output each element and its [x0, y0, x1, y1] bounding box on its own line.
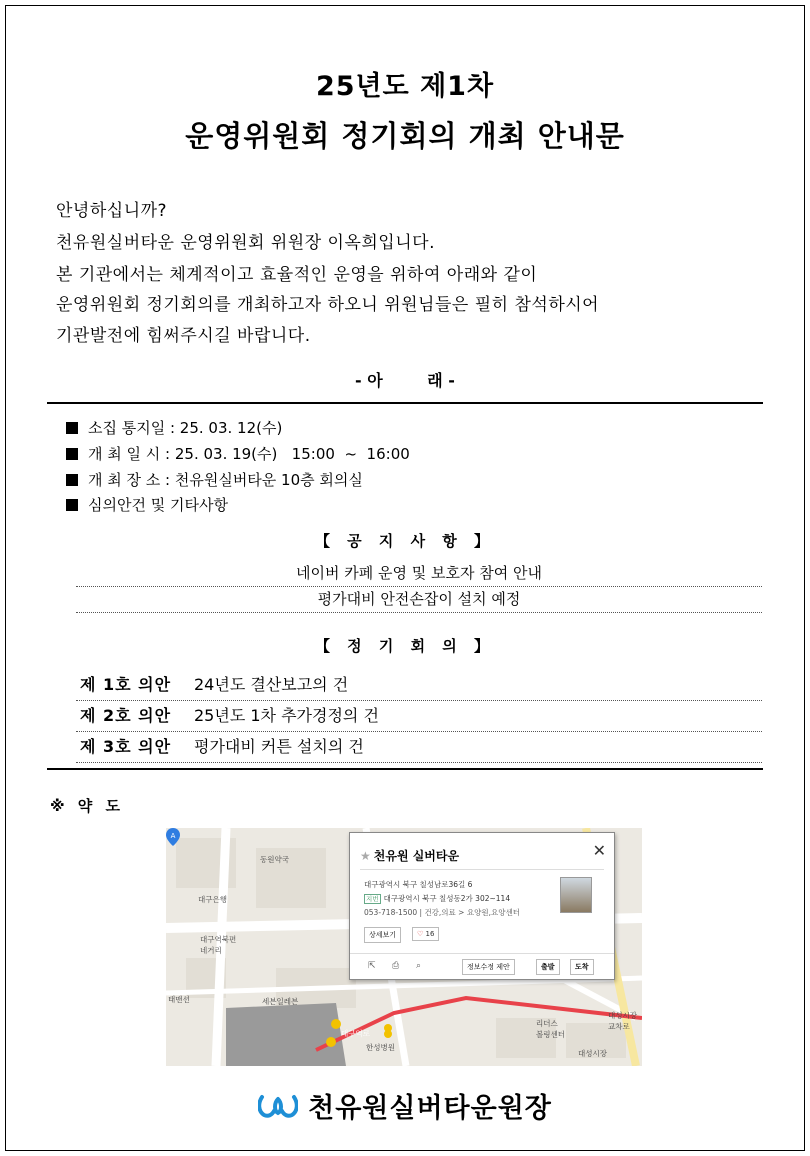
bullet-square-icon — [66, 422, 78, 434]
agenda-number: 제 2호 의안 — [80, 706, 172, 725]
agenda-number: 제 3호 의안 — [80, 737, 172, 756]
popup-title-text: 천유원 실버타운 — [373, 849, 460, 863]
meeting-heading: 【 정 기 회 의 】 — [314, 637, 496, 655]
greeting-line: 본 기관에서는 체계적이고 효율적인 운영을 위하여 아래와 같이 — [56, 265, 538, 285]
agenda-item: 24년도 결산보고의 건 — [194, 675, 349, 694]
detail-place — [66, 469, 363, 490]
contact-line: 053-718-1500 | 건강,의료 > 요양원,요양센터 — [364, 908, 520, 917]
location-pin-icon[interactable] — [166, 828, 180, 846]
detail-button[interactable]: 상세보기 — [364, 927, 401, 943]
notice-item: 네이버 카페 운영 및 보호자 참여 안내 — [76, 561, 762, 587]
ahre-heading: - 아 래 - — [355, 371, 455, 390]
print-icon[interactable]: ⎙ — [392, 961, 400, 971]
greeting-line: 안녕하십니까? — [56, 201, 168, 221]
like-button[interactable]: ♡ 16 — [412, 927, 439, 941]
start-button[interactable]: 출발 — [536, 959, 560, 975]
map-label-bank: 대구은행 — [198, 895, 227, 904]
share-icon[interactable]: ⇱ — [368, 961, 376, 971]
bullet-square-icon — [66, 448, 78, 460]
organization-logo-icon — [258, 1093, 298, 1119]
map-label-mansion: 태맨션 — [168, 995, 190, 1004]
greeting-line: 기관발전에 힘써주시길 바랍니다. — [56, 326, 311, 346]
road-address: 대구광역시 북구 칠성남로36길 6 — [364, 880, 473, 889]
map-label-store: 세븐일레븐 — [262, 997, 299, 1006]
bullet-square-icon — [66, 474, 78, 486]
agenda-number: 제 1호 의안 — [80, 675, 172, 694]
greeting-line: 천유원실버타운 운영위원회 위원장 이옥희입니다. — [56, 233, 435, 253]
agenda-item: 평가대비 커튼 설치의 건 — [194, 737, 364, 756]
greeting-line: 운영위원회 정기회의를 개최하고자 하오니 위원님들은 필히 참석하시어 — [56, 295, 600, 315]
detail-text: 개 최 일 시 : 25. 03. 19(수) 15:00 ~ 16:00 — [88, 445, 410, 463]
building-thumbnail[interactable] — [560, 877, 592, 913]
svg-text:A: A — [170, 832, 176, 840]
arrive-button[interactable]: 도착 — [570, 959, 594, 975]
map-label-market: 대성시장 — [578, 1049, 607, 1058]
detail-notice-date — [66, 417, 282, 438]
detail-text: 심의안건 및 기타사항 — [88, 496, 228, 514]
bullet-square-icon — [66, 499, 78, 511]
edit-suggest-button[interactable]: 정보수정 제안 — [462, 959, 515, 975]
map-heading: ※ 약 도 — [50, 797, 125, 815]
agenda-item: 25년도 1차 추가경정의 건 — [194, 706, 379, 725]
map-label-crossroad: 대성시장 교차로 — [608, 1011, 637, 1031]
signature-name: 천유원실버타운원장 — [308, 1093, 552, 1124]
like-count: 16 — [425, 930, 435, 938]
place-info-popup — [349, 832, 615, 980]
popup-title — [360, 847, 459, 864]
category-text: 건강,의료 > 요양원,요양센터 — [424, 908, 520, 917]
star-icon[interactable]: ★ — [360, 848, 371, 863]
jibun-address — [364, 893, 510, 904]
map-label-hospital: 한성병원 — [366, 1043, 395, 1052]
divider-bottom — [47, 768, 763, 770]
notice-item: 평가대비 안전손잡이 설치 예정 — [76, 587, 762, 613]
title-line1: 25년도 제1차 — [315, 71, 495, 102]
detail-text: 개 최 장 소 : 천유원실버타운 10층 회의실 — [88, 471, 363, 489]
agenda-row — [76, 732, 762, 763]
title-line2: 운영위원회 정기회의 개최 안내문 — [185, 119, 625, 153]
jibun-tag: 지번 — [366, 895, 379, 903]
map-label-pharmacy: 동원약국 — [260, 855, 289, 864]
signature-block — [0, 1086, 810, 1125]
popup-divider — [360, 869, 604, 870]
zoom-icon[interactable]: ⌕ — [416, 961, 422, 971]
popup-footer — [350, 953, 614, 979]
divider-top — [47, 402, 763, 404]
map-label-bowling: 리더스 볼링센터 — [536, 1019, 565, 1039]
detail-text: 소집 통지일 : 25. 03. 12(수) — [88, 419, 283, 437]
detail-datetime — [66, 443, 410, 464]
phone-number: 053-718-1500 — [364, 908, 418, 917]
map-label-intersection: 대구역북편 네거리 — [200, 935, 237, 955]
detail-agenda — [66, 494, 228, 515]
location-map[interactable] — [166, 828, 642, 1066]
notice-heading: 【 공 지 사 항 】 — [314, 532, 496, 550]
close-icon[interactable]: ✕ — [592, 841, 606, 860]
jibun-address-text: 대구광역시 북구 칠성동2가 302~114 — [383, 894, 511, 903]
map-label-road: 대구역로 — [341, 1029, 370, 1038]
agenda-row — [76, 701, 762, 732]
agenda-row — [76, 670, 762, 701]
